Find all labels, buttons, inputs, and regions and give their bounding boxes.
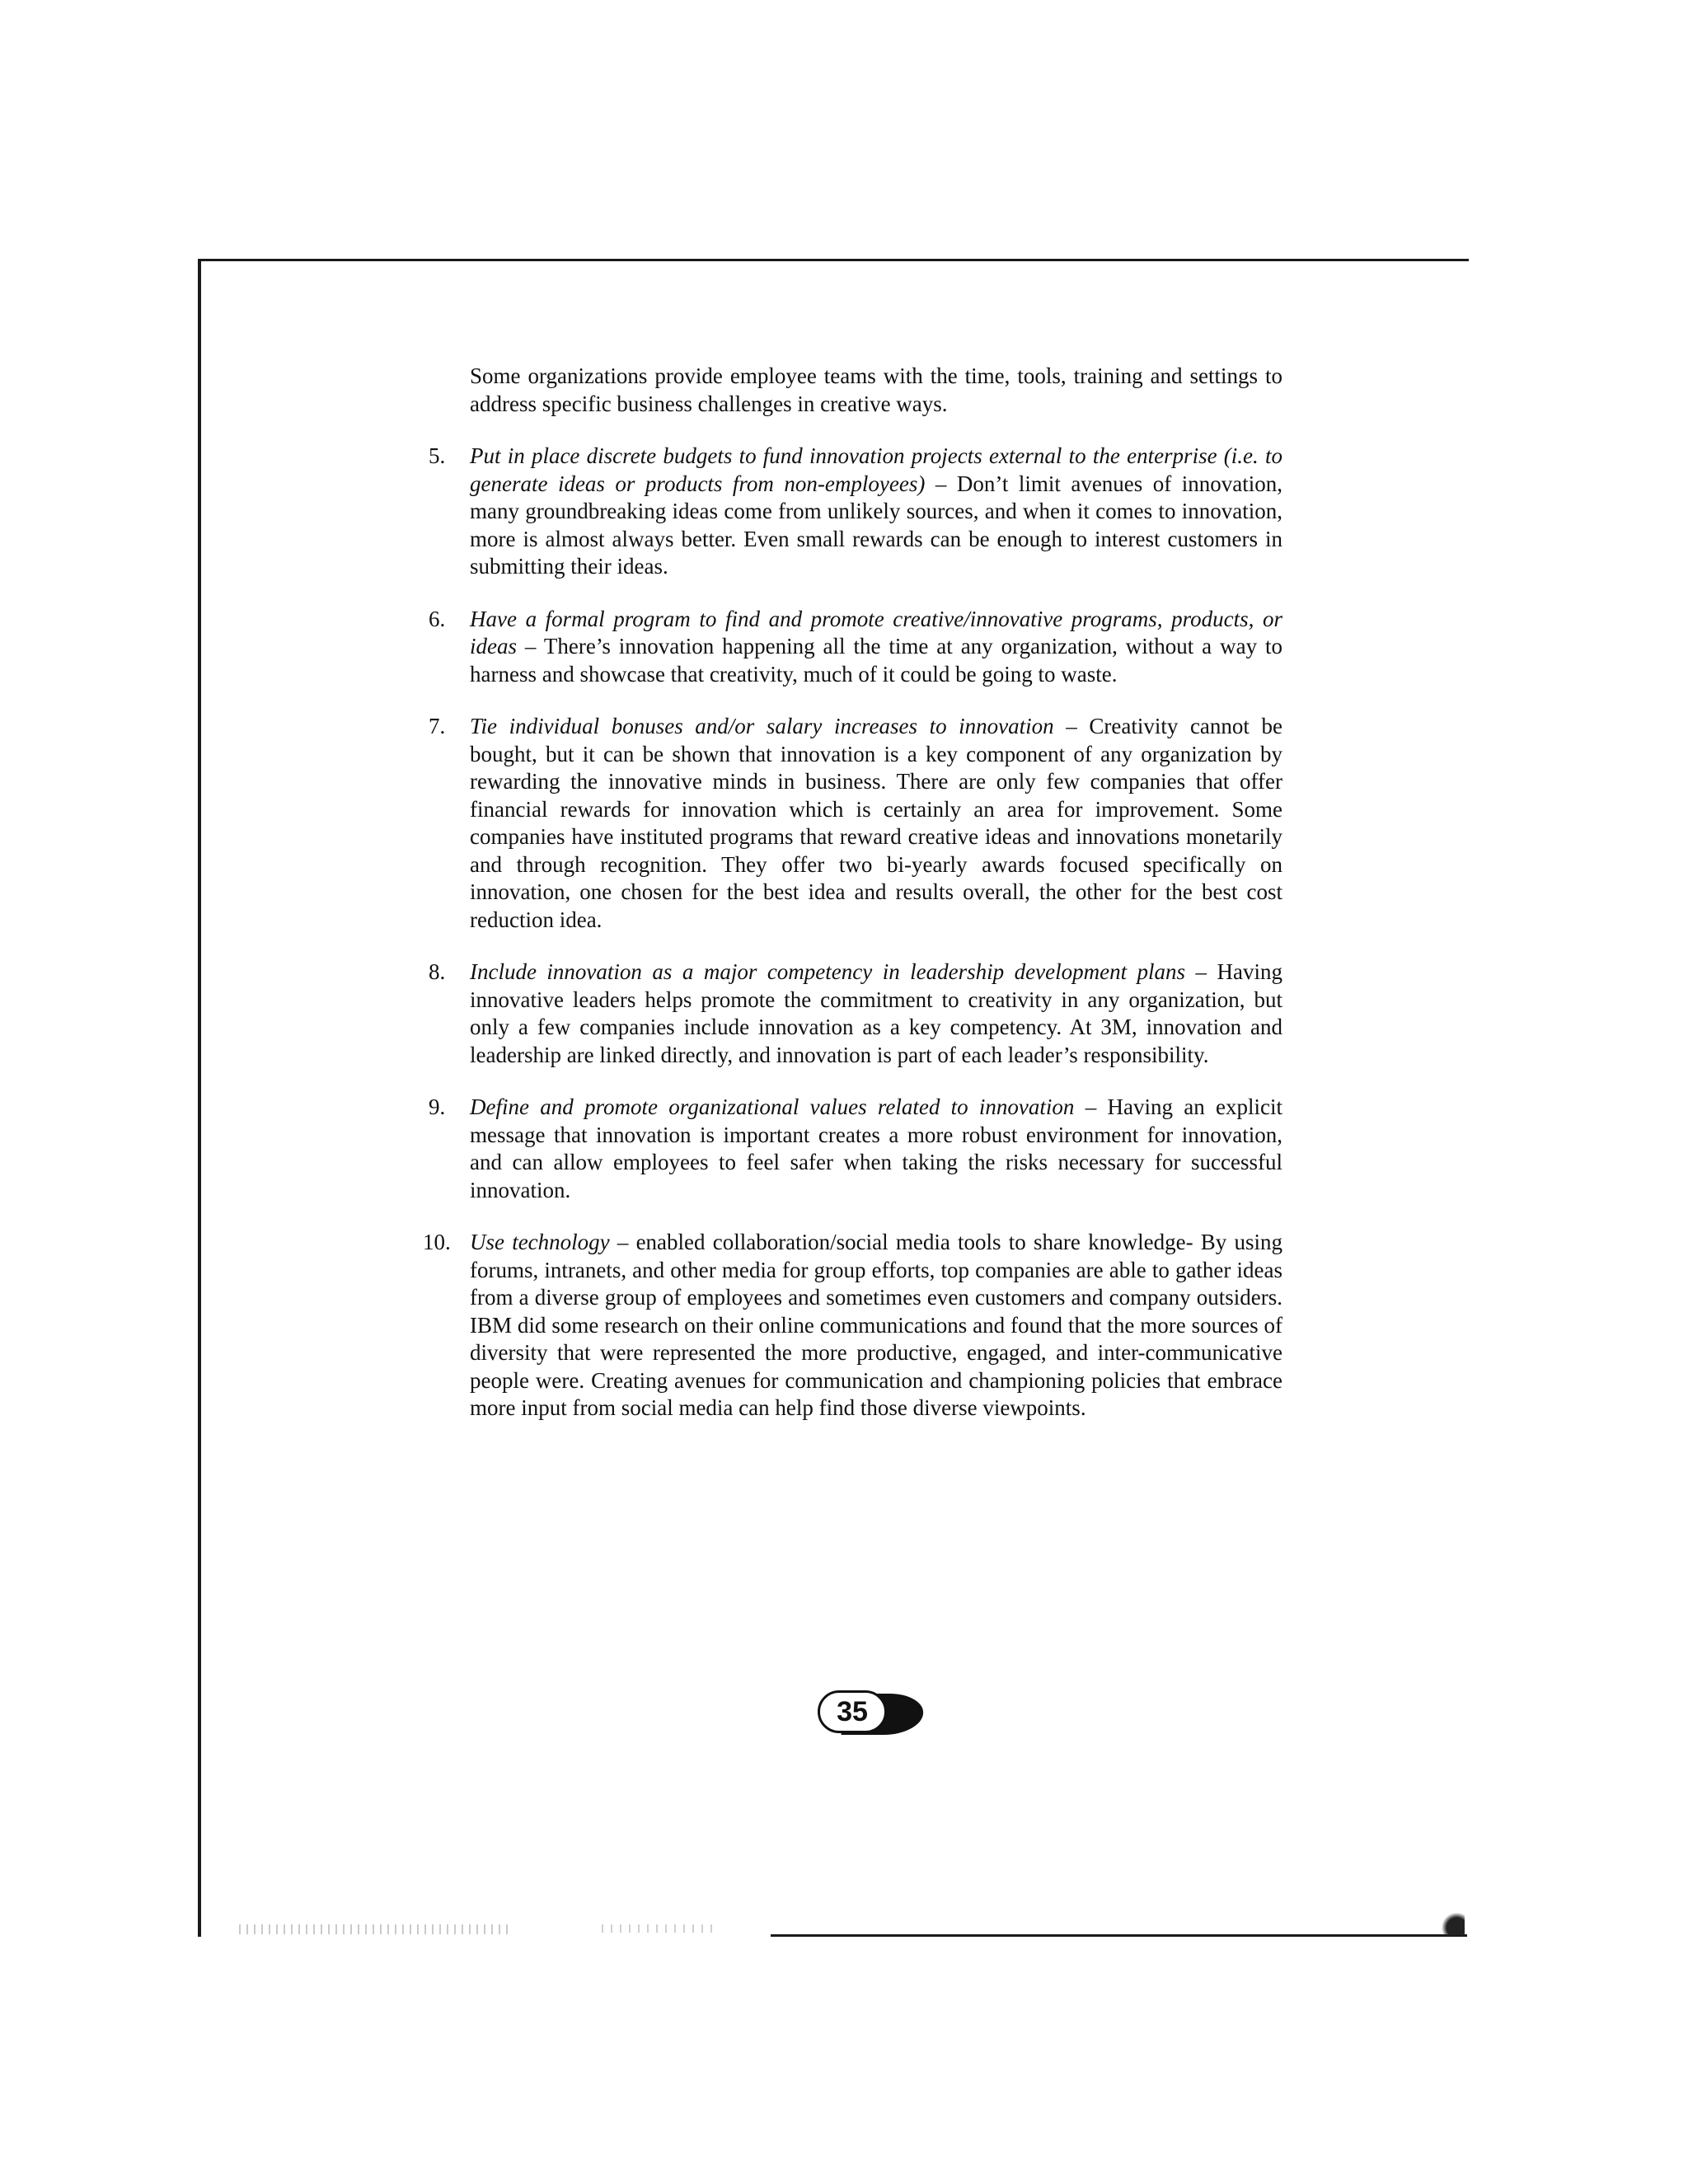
list-item bbox=[429, 958, 1282, 1069]
left-rule bbox=[198, 259, 201, 1937]
top-rule bbox=[198, 259, 1469, 261]
list-item-heading: Tie individual bonuses and/or salary increases to innovation bbox=[470, 714, 1054, 738]
list-item bbox=[423, 1229, 1282, 1422]
list-item-number: 6. bbox=[429, 606, 446, 631]
list-item-number: 10. bbox=[423, 1230, 451, 1254]
list-item-number: 5. bbox=[429, 443, 446, 468]
list-item-body: – Don’t limit avenues of innovation, many groundbreaking ideas come from unlikely sources, and when it comes to innovation, more is almost always better. Even small rewards can be enough to interest customers in submitting their ideas. bbox=[470, 471, 1283, 579]
list-item-number: 9. bbox=[429, 1094, 446, 1119]
page-number-badge bbox=[814, 1685, 926, 1741]
scan-noise bbox=[239, 1924, 511, 1934]
scan-noise bbox=[602, 1924, 717, 1933]
page-number: 35 bbox=[818, 1690, 887, 1733]
list-item-heading: Put in place discrete budgets to fund innovation projects external to the enterprise (i.e. to generate ideas or products from non-employees) bbox=[470, 443, 1282, 496]
list-item-heading: Include innovation as a major competency in leadership development plans bbox=[470, 959, 1186, 984]
intro-paragraph: Some organizations provide employee teams with the time, tools, training and settings to address specific business challenges in creative ways. bbox=[470, 363, 1282, 416]
list-item-body: – Having innovative leaders helps promote the commitment to creativity in any organization, but only a few companies include innovation as a key competency. At 3M, innovation and leadership are linked directly, and innovation is part of each leader’s responsibility. bbox=[470, 959, 1282, 1067]
list-item-body: – Creativity cannot be bought, but it can be shown that innovation is a key component of any organization by rewarding the innovative minds in business. There are only few companies that offer financial rewards for innovation which is certainly an area for improvement. Some companies have instituted programs that reward creative ideas and innovations monetarily and through recognition. They offer two bi-yearly awards focused specifically on innovation, one chosen for the best idea and results overall, the other for the best cost reduction idea. bbox=[470, 714, 1282, 932]
body-text bbox=[423, 363, 1283, 1447]
list-item bbox=[429, 606, 1282, 689]
list-item-body: – There’s innovation happening all the time at any organization, without a way to harness and showcase that creativity, much of it could be going to waste. bbox=[470, 634, 1282, 687]
list-item-heading: Define and promote organizational values related to innovation bbox=[470, 1094, 1075, 1119]
list-item-body: – enabled collaboration/social media tools to share knowledge- By using forums, intranets, and other media for group efforts, top companies are able to gather ideas from a diverse group of employees and sometimes even customers and company outsiders. IBM did some research on their online communications and found that the more sources of diversity that were represented the more productive, engaged, and inter-communicative people were. Creating avenues for communication and championing policies that embrace more input from social media can help find those diverse viewpoints. bbox=[470, 1230, 1282, 1420]
list-item bbox=[429, 1094, 1282, 1204]
list-item-number: 7. bbox=[429, 714, 446, 738]
list-item-heading: Have a formal program to find and promote creative/innovative programs, products, or ideas bbox=[470, 606, 1282, 658]
list-item bbox=[429, 443, 1283, 581]
list-item bbox=[429, 713, 1282, 934]
list-item-number: 8. bbox=[429, 959, 446, 984]
list-item-body: – Having an explicit message that innovation is important creates a more robust environment for innovation, and can allow employees to feel safer when taking the risks necessary for successful innovation. bbox=[470, 1094, 1282, 1202]
bottom-rule bbox=[771, 1934, 1467, 1937]
scan-artifact bbox=[1438, 1910, 1465, 1935]
list-item-heading: Use technology bbox=[470, 1230, 610, 1254]
